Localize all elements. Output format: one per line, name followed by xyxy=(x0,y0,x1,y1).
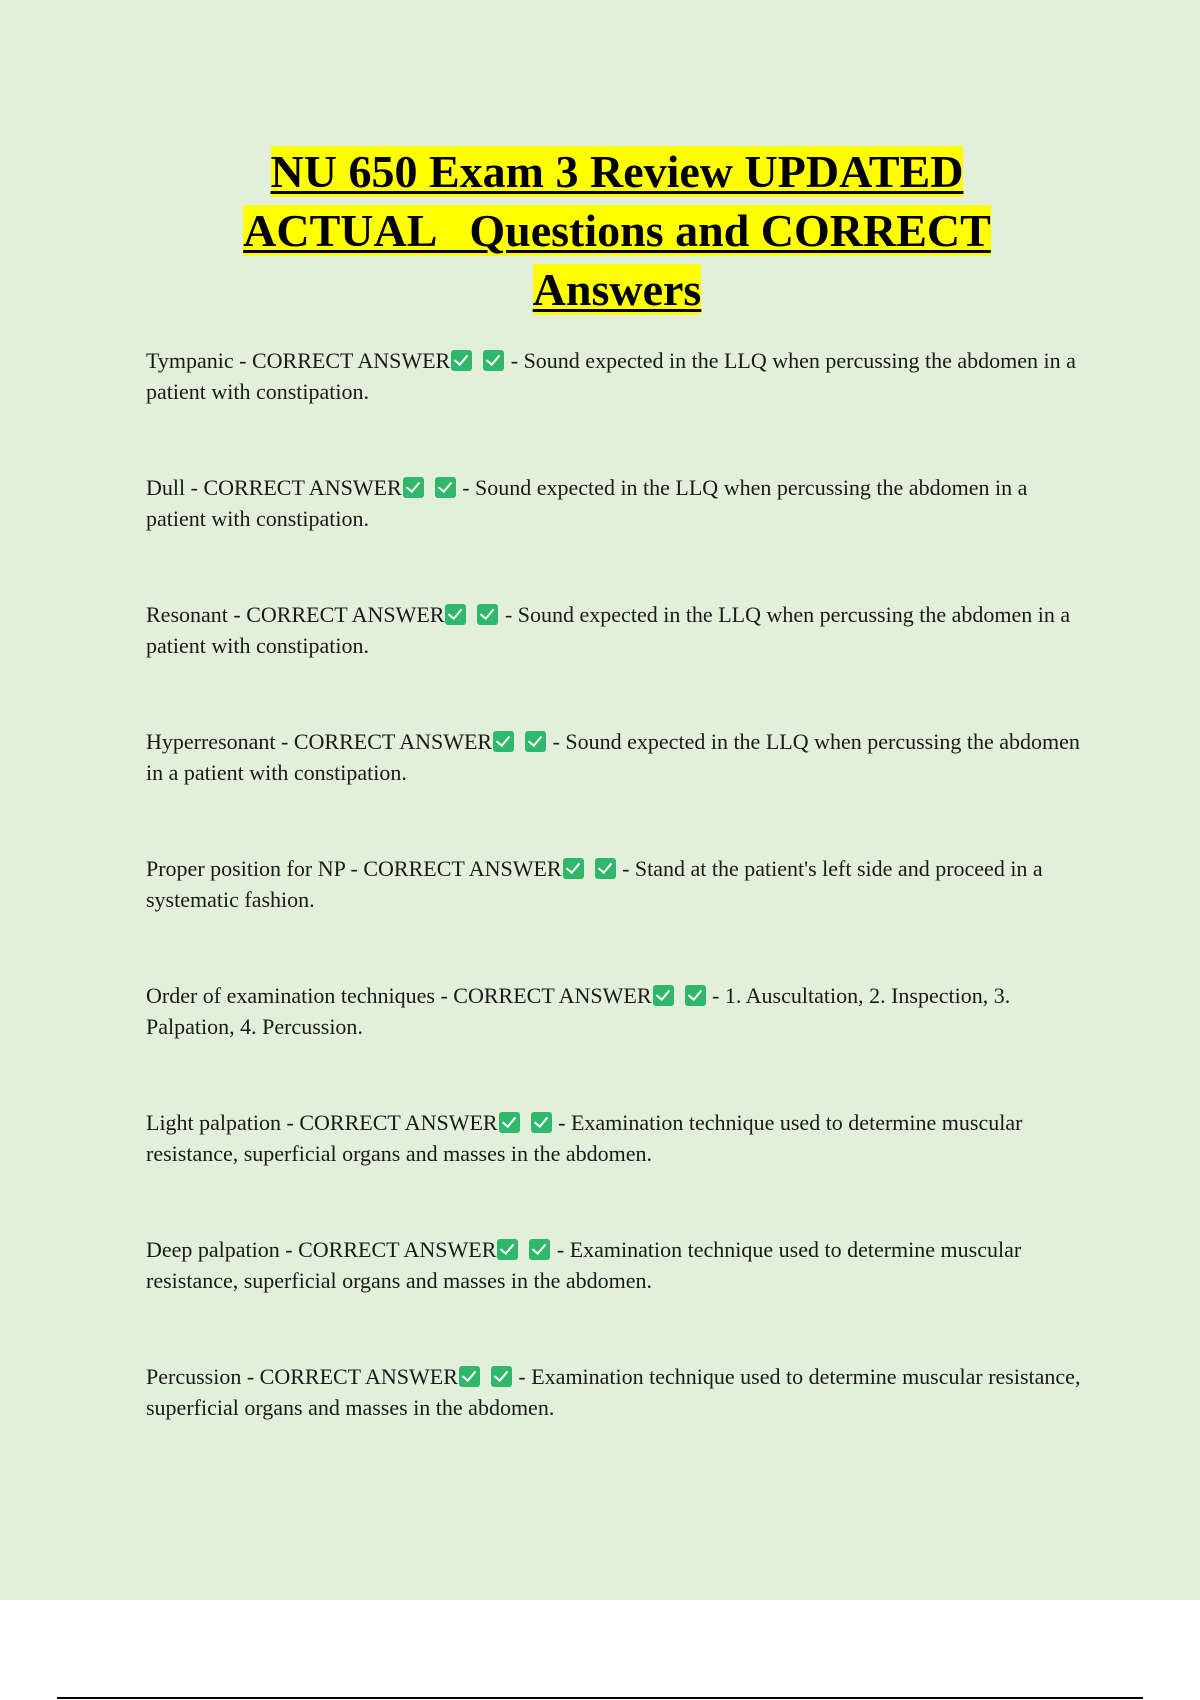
qa-answer: Examination technique used to determine muscular resistance, superficial organs and masses in the abdomen. xyxy=(146,1110,1023,1166)
check-box-icon xyxy=(403,477,424,498)
qa-term: Percussion xyxy=(146,1364,242,1389)
correct-answer-label: CORRECT ANSWER xyxy=(298,1237,497,1262)
qa-answer: Sound expected in the LLQ when percussing the abdomen in a patient with constipation. xyxy=(146,475,1028,531)
check-box-icon xyxy=(483,350,504,371)
check-box-icon xyxy=(477,604,498,625)
correct-answer-label: CORRECT ANSWER xyxy=(293,729,493,754)
qa-answer: Examination technique used to determine muscular resistance, superficial organs and masses in the abdomen. xyxy=(146,1364,1081,1420)
correct-answer-label: CORRECT ANSWER xyxy=(259,1364,458,1389)
check-box-icon xyxy=(529,1239,550,1260)
qa-list xyxy=(146,345,1086,1488)
qa-answer: 1. Auscultation, 2. Inspection, 3. Palpation, 4. Percussion. xyxy=(146,983,1011,1039)
correct-answer-label: CORRECT ANSWER xyxy=(299,1110,498,1135)
qa-answer: Stand at the patient's left side and proceed in a systematic fashion. xyxy=(146,856,1043,912)
qa-item: Percussion - CORRECT ANSWER - Examination technique used to determine muscular resistance, superficial organs and masses in the abdomen. xyxy=(146,1364,1081,1420)
qa-item: Proper position for NP - CORRECT ANSWER - Stand at the patient's left side and proceed in a systematic fashion. xyxy=(146,856,1043,912)
footer-rule xyxy=(57,1697,1143,1699)
qa-item: Deep palpation - CORRECT ANSWER - Examination technique used to determine muscular resistance, superficial organs and masses in the abdomen. xyxy=(146,1237,1022,1293)
correct-answer-label: CORRECT ANSWER xyxy=(453,983,652,1008)
correct-answer-label: CORRECT ANSWER xyxy=(203,475,402,500)
check-box-icon xyxy=(459,1366,480,1387)
document-title xyxy=(0,142,1200,319)
check-box-icon xyxy=(531,1112,552,1133)
check-box-icon xyxy=(435,477,456,498)
qa-answer: Sound expected in the LLQ when percussing the abdomen in a patient with constipation. xyxy=(146,602,1071,658)
check-box-icon xyxy=(595,858,616,879)
check-box-icon xyxy=(563,858,584,879)
correct-answer-label: CORRECT ANSWER xyxy=(251,348,451,373)
qa-term: Order of examination techniques xyxy=(146,983,435,1008)
qa-answer: Examination technique used to determine muscular resistance, superficial organs and masses in the abdomen. xyxy=(146,1237,1022,1293)
check-box-icon xyxy=(491,1366,512,1387)
qa-item: Dull - CORRECT ANSWER - Sound expected in the LLQ when percussing the abdomen in a patient with constipation. xyxy=(146,475,1028,531)
check-box-icon xyxy=(653,985,674,1006)
qa-term: Resonant xyxy=(146,602,228,627)
qa-item: Resonant - CORRECT ANSWER - Sound expected in the LLQ when percussing the abdomen in a patient with constipation. xyxy=(146,602,1071,658)
qa-item: Hyperresonant - CORRECT ANSWER - Sound expected in the LLQ when percussing the abdomen in a patient with constipation. xyxy=(146,729,1080,785)
check-box-icon xyxy=(525,731,546,752)
qa-answer: Sound expected in the LLQ when percussing the abdomen in a patient with constipation. xyxy=(146,348,1076,404)
qa-term: Dull xyxy=(146,475,186,500)
check-box-icon xyxy=(445,604,466,625)
check-box-icon xyxy=(685,985,706,1006)
qa-item: Light palpation - CORRECT ANSWER - Examination technique used to determine muscular resistance, superficial organs and masses in the abdomen. xyxy=(146,1110,1023,1166)
check-box-icon xyxy=(451,350,472,371)
qa-item: Order of examination techniques - CORRECT ANSWER - 1. Auscultation, 2. Inspection, 3. Palpation, 4. Percussion. xyxy=(146,983,1011,1039)
title-line-3: Answers xyxy=(532,264,702,315)
qa-term: Light palpation xyxy=(146,1110,282,1135)
check-box-icon xyxy=(493,731,514,752)
correct-answer-label: CORRECT ANSWER xyxy=(363,856,562,881)
qa-term: Deep palpation xyxy=(146,1237,280,1262)
correct-answer-label: CORRECT ANSWER xyxy=(246,602,445,627)
title-line-1: NU 650 Exam 3 Review UPDATED xyxy=(270,146,964,197)
qa-term: Tympanic xyxy=(146,348,234,373)
title-line-2: ACTUAL Questions and CORRECT xyxy=(243,205,991,256)
qa-term: Proper position for NP xyxy=(146,856,346,881)
qa-item: Tympanic - CORRECT ANSWER - Sound expected in the LLQ when percussing the abdomen in a patient with constipation. xyxy=(146,348,1076,404)
check-box-icon xyxy=(497,1239,518,1260)
qa-term: Hyperresonant xyxy=(146,729,276,754)
qa-answer: Sound expected in the LLQ when percussing the abdomen in a patient with constipation. xyxy=(146,729,1080,785)
check-box-icon xyxy=(499,1112,520,1133)
